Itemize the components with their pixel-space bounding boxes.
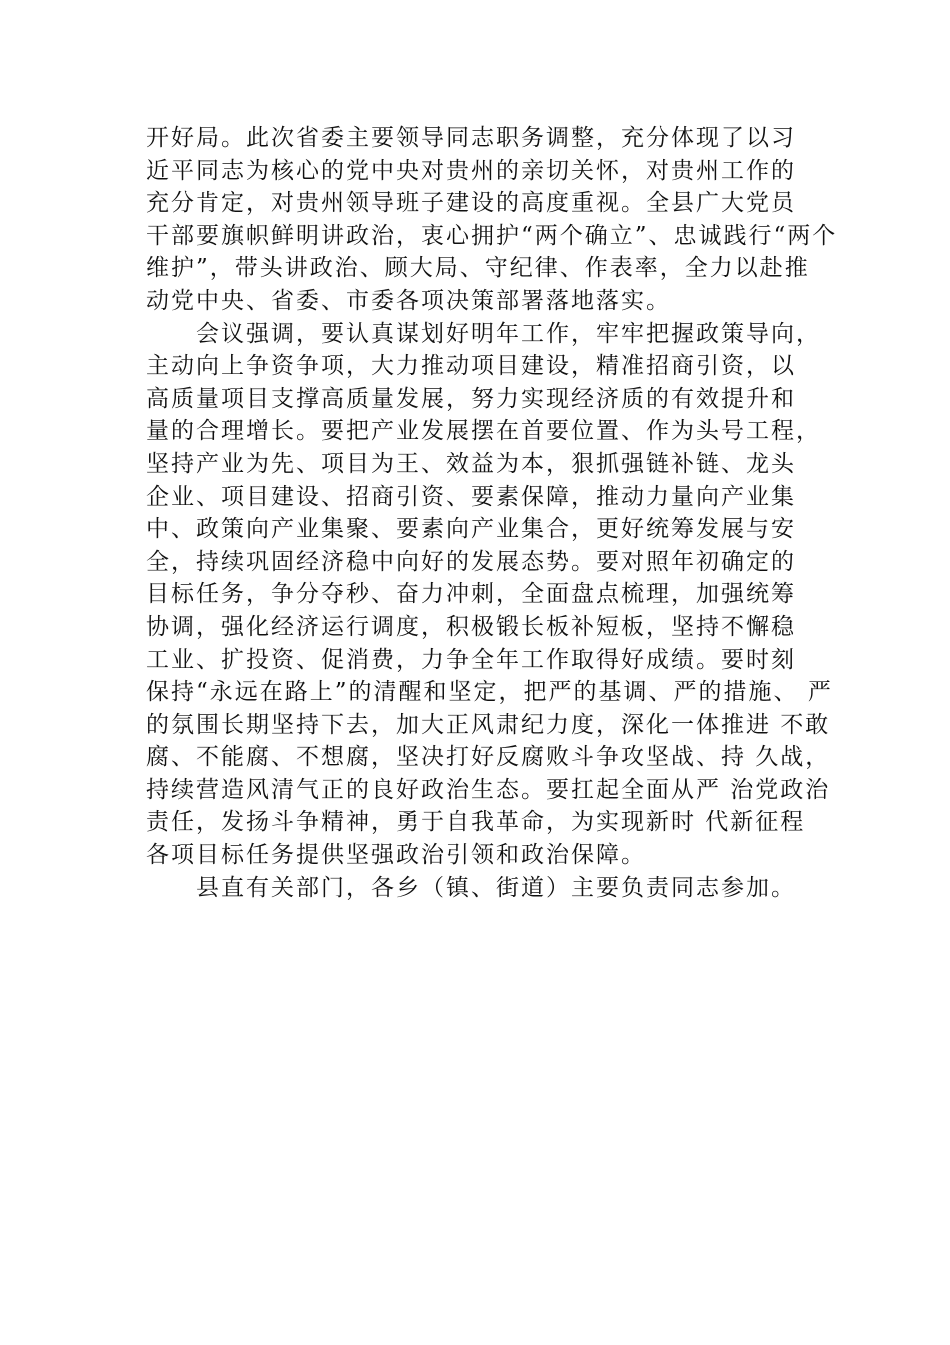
paragraph-1 [146,122,838,318]
text-line: 的氛围长期坚持下去，加大正风肃纪力度，深化一体推进 不敢 [146,711,831,738]
text-line: 企业、项目建设、招商引资、要素保障，推动力量向产业集 [146,483,796,510]
text-line: 高质量项目支撑高质量发展，努力实现经济质的有效提升和 [146,385,796,412]
text-line: 工业、扩投资、促消费，力争全年工作取得好成绩。要时刻 [146,646,796,673]
text-line: 持续营造风清气正的良好政治生态。要扛起全面从严 治党政治 [146,776,831,803]
text-line: 全，持续巩固经济稳中向好的发展态势。要对照年初确定的 [146,548,796,575]
text-line: 目标任务，争分夺秒、奋力冲刺，全面盘点梳理，加强统筹 [146,581,796,608]
text-line: 动党中央、省委、市委各项决策部署落地落实。 [146,287,671,314]
text-line: 协调，强化经济运行调度，积极锻长板补短板，坚持不懈稳 [146,613,796,640]
text-line: 干部要旗帜鲜明讲政治，衷心拥护“两个确立”、忠诚践行“两个 [146,222,838,249]
text-line: 中、政策向产业集聚、要素向产业集合，更好统筹发展与安 [146,516,796,543]
text-line: 维护”，带头讲政治、顾大局、守纪律、作表率，全力以赴推 [146,255,810,282]
text-line: 县直有关部门，各乡（镇、街道）主要负责同志参加。 [196,874,796,901]
text-line: 责任，发扬斗争精神，勇于自我革命，为实现新时 代新征程 [146,809,806,836]
text-line: 腐、不能腐、不想腐，坚决打好反腐败斗争攻坚战、持 久战， [146,744,831,771]
document-body [146,122,838,904]
text-line: 保持“永远在路上”的清醒和坚定，把严的基调、严的措施、 严 [146,679,833,706]
text-line: 会议强调，要认真谋划好明年工作，牢牢把握政策导向， [196,320,821,347]
text-line: 量的合理增长。要把产业发展摆在首要位置、作为头号工程， [146,418,821,445]
text-line: 近平同志为核心的党中央对贵州的亲切关怀，对贵州工作的 [146,157,796,184]
text-line: 主动向上争资争项，大力推动项目建设，精准招商引资，以 [146,353,796,380]
text-line: 坚持产业为先、项目为王、效益为本，狠抓强链补链、龙头 [146,450,796,477]
text-line: 各项目标任务提供坚强政治引领和政治保障。 [146,842,646,869]
paragraph-2 [146,318,833,872]
paragraph-3 [146,872,826,905]
text-line: 充分肯定，对贵州领导班子建设的高度重视。全县广大党员 [146,190,796,217]
text-line: 开好局。此次省委主要领导同志职务调整，充分体现了以习 [146,125,796,151]
